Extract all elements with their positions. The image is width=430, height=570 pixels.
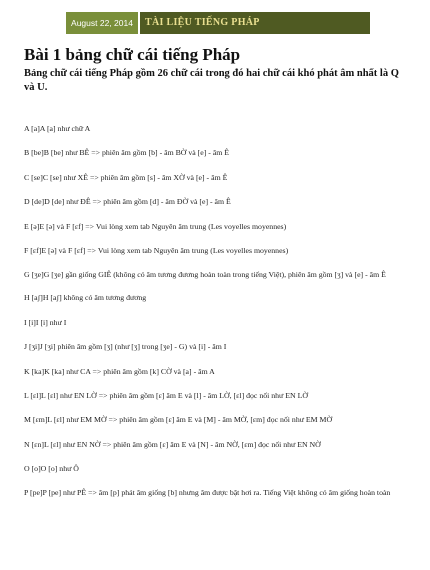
letter-entry-o: O [o]O [o] như Ô: [24, 464, 79, 474]
letter-entry-h: H [aʃ]H [aʃ] không có âm tương đương: [24, 293, 147, 303]
letter-entry-f: F [ɛf]E [ə] và F [ɛf] => Vui lòng xem tab Nguyên âm trung (Les voyelles moyennes): [24, 245, 289, 255]
letter-entry-i: I [i]I [i] như I: [24, 317, 67, 327]
letter-entry-n: N [ɛn]L [ɛl] như EN NỜ => phiên âm gồm [ɛ] âm E và [N] - âm NỜ, [ɛm] đọc nối như EN NỜ: [24, 439, 321, 449]
letter-entry-l: L [ɛl]L [ɛl] như EN LỜ => phiên âm gồm [ɛ] âm E và [l] - âm LỜ, [ɛl] đọc nối như EN LỜ: [24, 390, 308, 400]
article-title: Bài 1 bảng chữ cái tiếng Pháp: [24, 45, 241, 64]
site-header: [0, 12, 430, 34]
letter-entry-m: M [ɛm]L [ɛl] như EM MỜ => phiên âm gồm [ɛ] âm E và [M] - âm MỜ, [ɛm] đọc nối như EM MỜ: [24, 415, 333, 425]
letter-entry-k: K [ka]K [ka] như CA => phiên âm gồm [k] CỜ và [a] - âm A: [24, 366, 215, 376]
alphabet-list: [24, 123, 414, 510]
post-date: August 22, 2014: [66, 12, 138, 34]
letter-entry-e: E [ə]E [ə] và F [ɛf] => Vui lòng xem tab Nguyên âm trung (Les voyelles moyennes): [24, 221, 287, 231]
letter-entry-j: J [ʒi]J [ʒi] phiên âm gồm [ʒ] (như [ʒ] trong [ʒe] - G) và [i] - âm I: [24, 342, 227, 352]
article-subtitle: Bảng chữ cái tiếng Pháp gồm 26 chữ cái trong đó hai chữ cái khó phát âm nhất là Q và U.: [24, 68, 399, 93]
site-name[interactable]: TÀI LIỆU TIẾNG PHÁP: [140, 12, 370, 34]
letter-entry-b: B [be]B [be] như BÊ => phiên âm gồm [b] - âm BỜ và [e] - âm Ê: [24, 148, 230, 158]
letter-entry-a: A [a]A [a] như chữ A: [24, 124, 91, 133]
letter-entry-c: C [se]C [se] như XÊ => phiên âm gồm [s] - âm XỜ và [e] - âm Ê: [24, 172, 228, 182]
letter-entry-d: D [de]D [de] như ĐÊ => phiên âm gồm [d] - âm ĐỜ và [e] - âm Ê: [24, 197, 231, 207]
letter-entry-p: P [pe]P [pe] như PÊ => âm [p] phát âm giống [b] nhưng âm được bật hơi ra. Tiếng Việt không có âm giống hoàn toàn: [24, 488, 391, 498]
letter-entry-g: G [ʒe]G [ʒe] gần giống GIÊ (không có âm tương đương hoàn toàn trong tiếng Việt), phiên âm gồm [ʒ] và [e] - âm Ê: [24, 270, 386, 280]
